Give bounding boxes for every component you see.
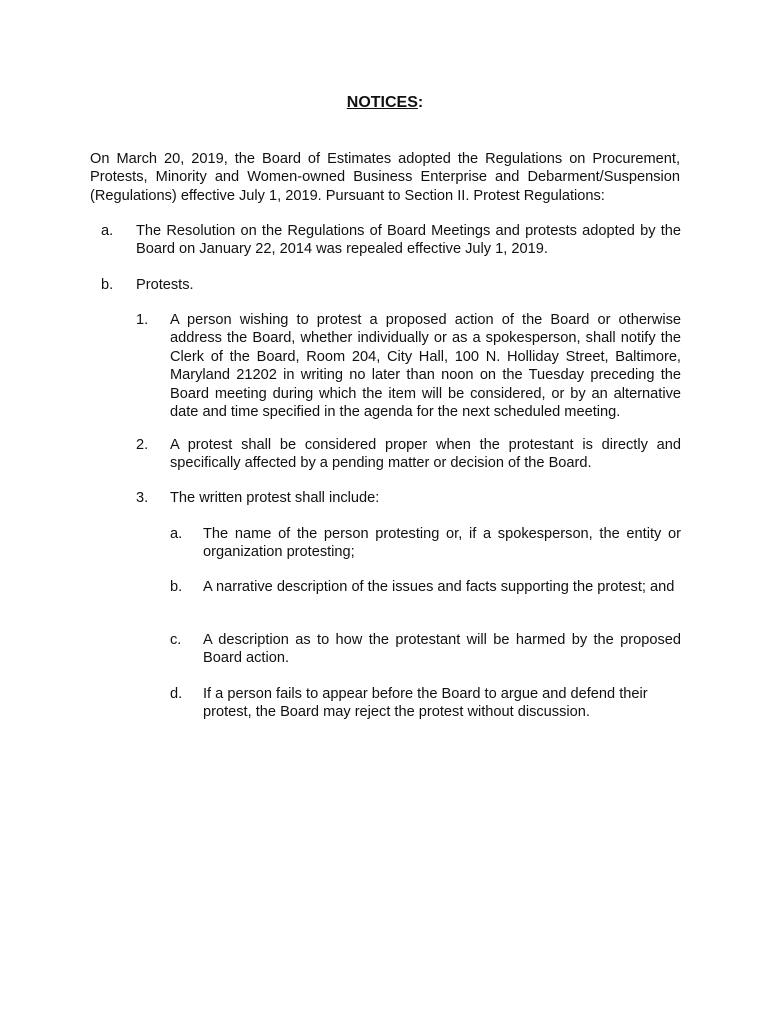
title-suffix: : <box>417 94 424 111</box>
list-marker: b. <box>101 277 114 293</box>
list-marker: 2. <box>136 437 149 453</box>
page-title <box>0 93 770 113</box>
list-item-text: The Resolution on the Regulations of Board Meetings and protests adopted by the Board on January 22, 2014 was repealed effective July 1, 2019. <box>136 223 681 258</box>
list-item-text: If a person fails to appear before the Board to argue and defend their protest, the Board may reject the protest without discussion. <box>203 686 648 721</box>
list-item-text: Protests. <box>136 277 194 293</box>
list-item-text: The written protest shall include: <box>170 490 380 506</box>
list-marker: a. <box>101 223 114 239</box>
list-item-text: The name of the person protesting or, if a spokesperson, the entity or organization protesting; <box>203 526 681 561</box>
list-marker: 3. <box>136 490 149 506</box>
list-item-text: A person wishing to protest a proposed action of the Board or otherwise address the Board, whether individually or as a spokesperson, shall notify the Clerk of the Board, Room 204, City Hall, 100 N. Holliday Street, Baltimore, Maryland 21202 in writing no later than noon on the Tuesday preceding the Board meeting during which the item will be considered, or by an alternative date and time specified in the agenda for the next scheduled meeting. <box>170 312 681 421</box>
list-marker: c. <box>170 632 182 648</box>
list-marker: a. <box>170 526 183 542</box>
list-marker: d. <box>170 686 183 702</box>
list-item-text: A narrative description of the issues and facts supporting the protest; and <box>203 579 675 595</box>
list-item-text: A protest shall be considered proper when the protestant is directly and specifically affected by a pending matter or decision of the Board. <box>170 437 681 472</box>
list-marker: 1. <box>136 312 149 328</box>
title-text: NOTICES <box>346 94 418 111</box>
list-item-text: A description as to how the protestant will be harmed by the proposed Board action. <box>203 632 681 667</box>
intro-paragraph: On March 20, 2019, the Board of Estimates adopted the Regulations on Procurement, Protests, Minority and Women-owned Business Enterprise and Debarment/Suspension (Regulations) effective July 1, 2019. Pursuant to Section II. Protest Regulations: <box>90 151 680 204</box>
list-marker: b. <box>170 579 183 595</box>
